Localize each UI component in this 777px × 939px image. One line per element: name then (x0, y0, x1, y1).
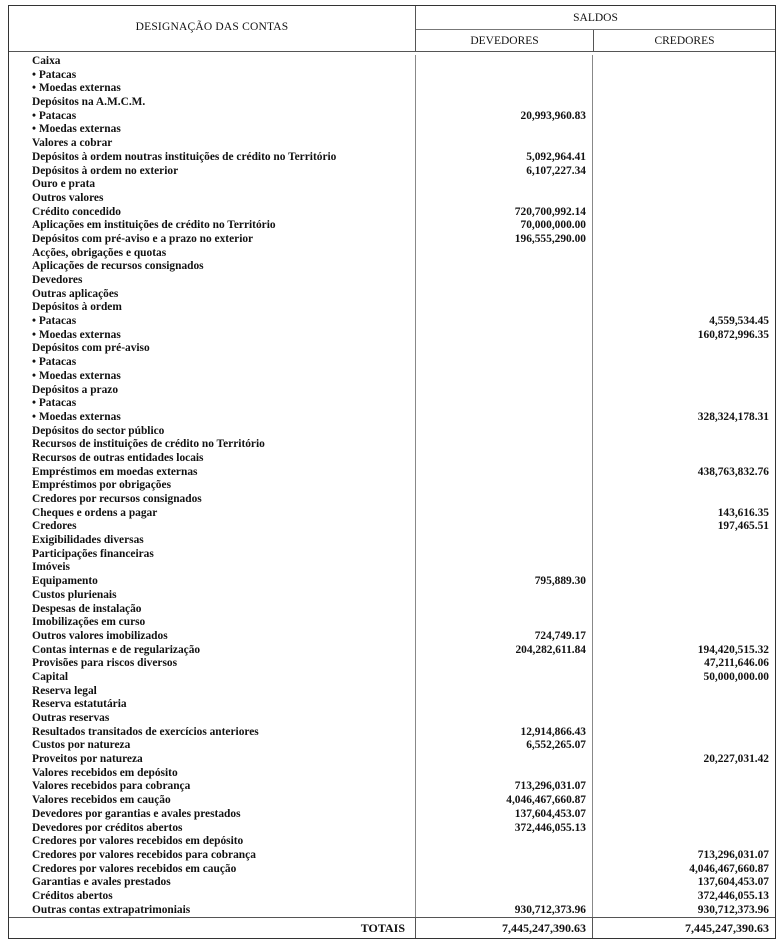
account-name: Depósitos a prazo (9, 384, 416, 398)
credores-value: 194,420,515.32 (697, 643, 769, 656)
account-name: Devedores por garantias e avales prestados (9, 808, 416, 822)
devedores-value: 713,296,031.07 (416, 780, 593, 794)
table-row (9, 493, 775, 507)
credores-value (593, 192, 775, 206)
credores-value (593, 288, 775, 302)
devedores-value (416, 315, 593, 329)
account-name: Contas internas e de regularização (9, 644, 416, 658)
table-row (9, 425, 775, 439)
table-body (9, 52, 775, 917)
devedores-value: 196,555,290.00 (416, 233, 593, 247)
credores-value (593, 479, 775, 493)
devedores-value: 5,092,964.41 (416, 151, 593, 165)
devedores-value: 70,000,000.00 (416, 219, 593, 233)
table-header (9, 6, 775, 52)
credores-value (593, 110, 775, 124)
credores-value (593, 616, 775, 630)
devedores-value (416, 69, 593, 83)
account-name: Valores recebidos em depósito (9, 767, 416, 781)
devedores-value (416, 96, 593, 110)
table-row (9, 520, 775, 534)
credores-value (593, 356, 775, 370)
credores-value (593, 726, 775, 740)
devedores-value: 930,712,373.96 (416, 904, 593, 918)
devedores-value (416, 616, 593, 630)
devedores-value: 795,889.30 (416, 575, 593, 589)
table-row (9, 876, 775, 890)
table-row (9, 110, 775, 124)
devedores-value (416, 438, 593, 452)
account-name: Credores por recursos consignados (9, 493, 416, 507)
account-name: Credores por valores recebidos em caução (9, 863, 416, 877)
credores-value (593, 794, 775, 808)
table-row (9, 192, 775, 206)
account-name: Valores recebidos para cobrança (9, 780, 416, 794)
account-name: • Moedas externas (9, 411, 416, 425)
credores-value (593, 630, 775, 644)
credores-header: CREDORES (654, 34, 715, 47)
totals-row (9, 917, 775, 938)
account-name: • Moedas externas (9, 82, 416, 96)
devedores-value (416, 698, 593, 712)
devedores-value (416, 260, 593, 274)
account-name: Depósitos do sector público (9, 425, 416, 439)
account-name: Imobilizações em curso (9, 616, 416, 630)
account-name: Outras aplicações (9, 288, 416, 302)
devedores-value (416, 863, 593, 877)
table-row (9, 739, 775, 753)
devedores-value (416, 137, 593, 151)
account-name: Credores por valores recebidos para cobrança (9, 849, 416, 863)
credores-value (593, 767, 775, 781)
account-name: Custos plurienais (9, 589, 416, 603)
account-name: Exigibilidades diversas (9, 534, 416, 548)
table-row (9, 178, 775, 192)
devedores-value (416, 425, 593, 439)
devedores-value (416, 329, 593, 343)
account-name: Resultados transitados de exercícios anteriores (9, 726, 416, 740)
account-name: Outras contas extrapatrimoniais (9, 904, 416, 918)
table-row (9, 616, 775, 630)
table-row (9, 603, 775, 617)
account-name: Outros valores imobilizados (9, 630, 416, 644)
table-row (9, 466, 775, 480)
devedores-value (416, 356, 593, 370)
credores-value (593, 397, 775, 411)
credores-value (593, 425, 775, 439)
credores-value (593, 233, 775, 247)
devedores-value (416, 534, 593, 548)
account-name: Imóveis (9, 561, 416, 575)
table-row (9, 712, 775, 726)
account-name: Credores (9, 520, 416, 534)
devedores-value (416, 685, 593, 699)
credores-value (593, 82, 775, 96)
credores-value: 328,324,178.31 (697, 410, 769, 423)
account-name: Capital (9, 671, 416, 685)
table-row (9, 315, 775, 329)
account-name: Depósitos com pré-aviso e a prazo no exterior (9, 233, 416, 247)
table-row (9, 726, 775, 740)
account-name: Depósitos à ordem noutras instituições de crédito no Território (9, 151, 416, 165)
table-row (9, 151, 775, 165)
table-row (9, 301, 775, 315)
table-row (9, 260, 775, 274)
account-name: Acções, obrigações e quotas (9, 247, 416, 261)
devedores-value (416, 603, 593, 617)
devedores-value: 6,552,265.07 (416, 739, 593, 753)
credores-value (593, 493, 775, 507)
devedores-value (416, 370, 593, 384)
credores-value (593, 438, 775, 452)
credores-value (593, 712, 775, 726)
account-name: • Moedas externas (9, 370, 416, 384)
table-row (9, 96, 775, 110)
credores-value (593, 384, 775, 398)
credores-value (593, 534, 775, 548)
account-name: Caixa (9, 55, 416, 69)
account-name: Custos por natureza (9, 739, 416, 753)
account-name: Outros valores (9, 192, 416, 206)
credores-value (593, 603, 775, 617)
account-name: Depósitos à ordem (9, 301, 416, 315)
table-row (9, 698, 775, 712)
devedores-value (416, 123, 593, 137)
table-row (9, 452, 775, 466)
credores-value: 47,211,646.06 (704, 657, 769, 670)
devedores-value: 20,993,960.83 (416, 110, 593, 124)
account-name: Depósitos à ordem no exterior (9, 165, 416, 179)
credores-value (593, 206, 775, 220)
account-name: Credores por valores recebidos em depósito (9, 835, 416, 849)
account-name: Reserva legal (9, 685, 416, 699)
table-row (9, 206, 775, 220)
account-name: • Moedas externas (9, 123, 416, 137)
account-name: Reserva estatutária (9, 698, 416, 712)
credores-value (593, 301, 775, 315)
account-name: Ouro e prata (9, 178, 416, 192)
table-row (9, 384, 775, 398)
account-name: Crédito concedido (9, 206, 416, 220)
table-row (9, 123, 775, 137)
credores-value (593, 589, 775, 603)
saldos-header: SALDOS (416, 6, 775, 30)
table-row (9, 288, 775, 302)
credores-value (593, 698, 775, 712)
credores-value: 4,559,534.45 (709, 315, 769, 328)
table-row (9, 548, 775, 562)
credores-value: 438,763,832.76 (697, 465, 769, 478)
table-row (9, 356, 775, 370)
devedores-value (416, 452, 593, 466)
devedores-value (416, 479, 593, 493)
devedores-value (416, 548, 593, 562)
credores-value (593, 739, 775, 753)
account-name: Aplicações de recursos consignados (9, 260, 416, 274)
table-row (9, 233, 775, 247)
account-name: Cheques e ordens a pagar (9, 507, 416, 521)
account-name: Equipamento (9, 575, 416, 589)
table-row (9, 534, 775, 548)
totals-devedores: 7,445,247,390.63 (416, 918, 593, 938)
credores-value (593, 808, 775, 822)
table-row (9, 630, 775, 644)
credores-value: 160,872,996.35 (697, 328, 769, 341)
credores-value (593, 575, 775, 589)
credores-value: 930,712,373.96 (697, 903, 769, 916)
account-name: Proveitos por natureza (9, 753, 416, 767)
devedores-value (416, 178, 593, 192)
account-name: Recursos de outras entidades locais (9, 452, 416, 466)
credores-value (593, 247, 775, 261)
devedores-value: 720,700,992.14 (416, 206, 593, 220)
credores-value: 4,046,467,660.87 (689, 862, 769, 875)
credores-value (593, 822, 775, 836)
table-row (9, 479, 775, 493)
devedores-value: 724,749.17 (416, 630, 593, 644)
credores-value (593, 151, 775, 165)
designation-header: DESIGNAÇÃO DAS CONTAS (9, 6, 416, 51)
credores-value: 20,227,031.42 (703, 753, 769, 766)
table-row (9, 342, 775, 356)
devedores-value (416, 55, 593, 69)
devedores-value: 137,604,453.07 (416, 808, 593, 822)
table-row (9, 370, 775, 384)
credores-value (593, 370, 775, 384)
devedores-value (416, 671, 593, 685)
devedores-value: 4,046,467,660.87 (416, 794, 593, 808)
account-name: Valores a cobrar (9, 137, 416, 151)
credores-value (593, 178, 775, 192)
devedores-value (416, 712, 593, 726)
devedores-value (416, 657, 593, 671)
credores-value (593, 219, 775, 233)
account-name: • Moedas externas (9, 329, 416, 343)
table-row (9, 863, 775, 877)
devedores-header: DEVEDORES (416, 30, 594, 51)
table-row (9, 808, 775, 822)
account-name: Provisões para riscos diversos (9, 657, 416, 671)
credores-value (593, 685, 775, 699)
credores-value (593, 96, 775, 110)
credores-value (593, 452, 775, 466)
account-name: Depósitos na A.M.C.M. (9, 96, 416, 110)
table-row (9, 685, 775, 699)
devedores-value (416, 753, 593, 767)
account-name: Garantias e avales prestados (9, 876, 416, 890)
devedores-value (416, 835, 593, 849)
devedores-value (416, 411, 593, 425)
table-row (9, 329, 775, 343)
table-row (9, 589, 775, 603)
table-row (9, 890, 775, 904)
account-name: Devedores por créditos abertos (9, 822, 416, 836)
devedores-value (416, 342, 593, 356)
credores-value: 50,000,000.00 (703, 670, 769, 683)
devedores-value (416, 767, 593, 781)
credores-value (593, 55, 775, 69)
table-row (9, 397, 775, 411)
table-row (9, 55, 775, 69)
account-name: Despesas de instalação (9, 603, 416, 617)
credores-value: 137,604,453.07 (697, 876, 769, 889)
account-name: • Patacas (9, 69, 416, 83)
table-row (9, 904, 775, 918)
account-name: • Patacas (9, 110, 416, 124)
devedores-value (416, 890, 593, 904)
table-row (9, 849, 775, 863)
table-row (9, 835, 775, 849)
devedores-value (416, 192, 593, 206)
devedores-value (416, 849, 593, 863)
table-row (9, 165, 775, 179)
table-row (9, 247, 775, 261)
credores-value (593, 835, 775, 849)
devedores-value: 204,282,611.84 (416, 644, 593, 658)
table-row (9, 671, 775, 685)
devedores-value (416, 589, 593, 603)
devedores-value (416, 507, 593, 521)
table-row (9, 822, 775, 836)
account-name: Valores recebidos em caução (9, 794, 416, 808)
table-row (9, 644, 775, 658)
devedores-value (416, 561, 593, 575)
account-name: Outras reservas (9, 712, 416, 726)
credores-value: 713,296,031.07 (697, 848, 769, 861)
credores-value: 143,616.35 (717, 506, 769, 519)
table-row (9, 780, 775, 794)
account-name: • Patacas (9, 356, 416, 370)
credores-value (593, 548, 775, 562)
credores-value (593, 69, 775, 83)
totals-credores: 7,445,247,390.63 (685, 921, 769, 936)
devedores-value (416, 288, 593, 302)
table-row (9, 69, 775, 83)
table-row (9, 561, 775, 575)
devedores-value: 6,107,227.34 (416, 165, 593, 179)
devedores-value (416, 466, 593, 480)
credores-value (593, 123, 775, 137)
credores-value: 197,465.51 (717, 520, 769, 533)
table-row (9, 411, 775, 425)
table-row (9, 753, 775, 767)
credores-value (593, 274, 775, 288)
devedores-value (416, 520, 593, 534)
table-row (9, 767, 775, 781)
account-name: • Patacas (9, 315, 416, 329)
account-name: Participações financeiras (9, 548, 416, 562)
account-name: Empréstimos por obrigações (9, 479, 416, 493)
account-name: Devedores (9, 274, 416, 288)
credores-value (593, 342, 775, 356)
account-name: Recursos de instituições de crédito no Território (9, 438, 416, 452)
totals-label: TOTAIS (9, 918, 416, 938)
table-row (9, 82, 775, 96)
devedores-value (416, 493, 593, 507)
credores-value: 372,446,055.13 (697, 889, 769, 902)
devedores-value (416, 247, 593, 261)
credores-value (593, 137, 775, 151)
table-row (9, 137, 775, 151)
account-name: Aplicações em instituições de crédito no Território (9, 219, 416, 233)
devedores-value: 372,446,055.13 (416, 822, 593, 836)
credores-value (593, 780, 775, 794)
devedores-value (416, 384, 593, 398)
devedores-value (416, 274, 593, 288)
table-row (9, 575, 775, 589)
credores-value (593, 561, 775, 575)
credores-value (593, 260, 775, 274)
devedores-value (416, 82, 593, 96)
table-row (9, 657, 775, 671)
table-row (9, 274, 775, 288)
devedores-value (416, 876, 593, 890)
table-row (9, 507, 775, 521)
table-row (9, 438, 775, 452)
saldos-header-group (416, 6, 775, 51)
devedores-value (416, 397, 593, 411)
devedores-value: 12,914,866.43 (416, 726, 593, 740)
account-name: Depósitos com pré-aviso (9, 342, 416, 356)
account-name: Empréstimos em moedas externas (9, 466, 416, 480)
account-name: Créditos abertos (9, 890, 416, 904)
credores-value (593, 165, 775, 179)
table-row (9, 219, 775, 233)
account-name: • Patacas (9, 397, 416, 411)
table-row (9, 794, 775, 808)
balance-table (8, 5, 776, 939)
devedores-value (416, 301, 593, 315)
